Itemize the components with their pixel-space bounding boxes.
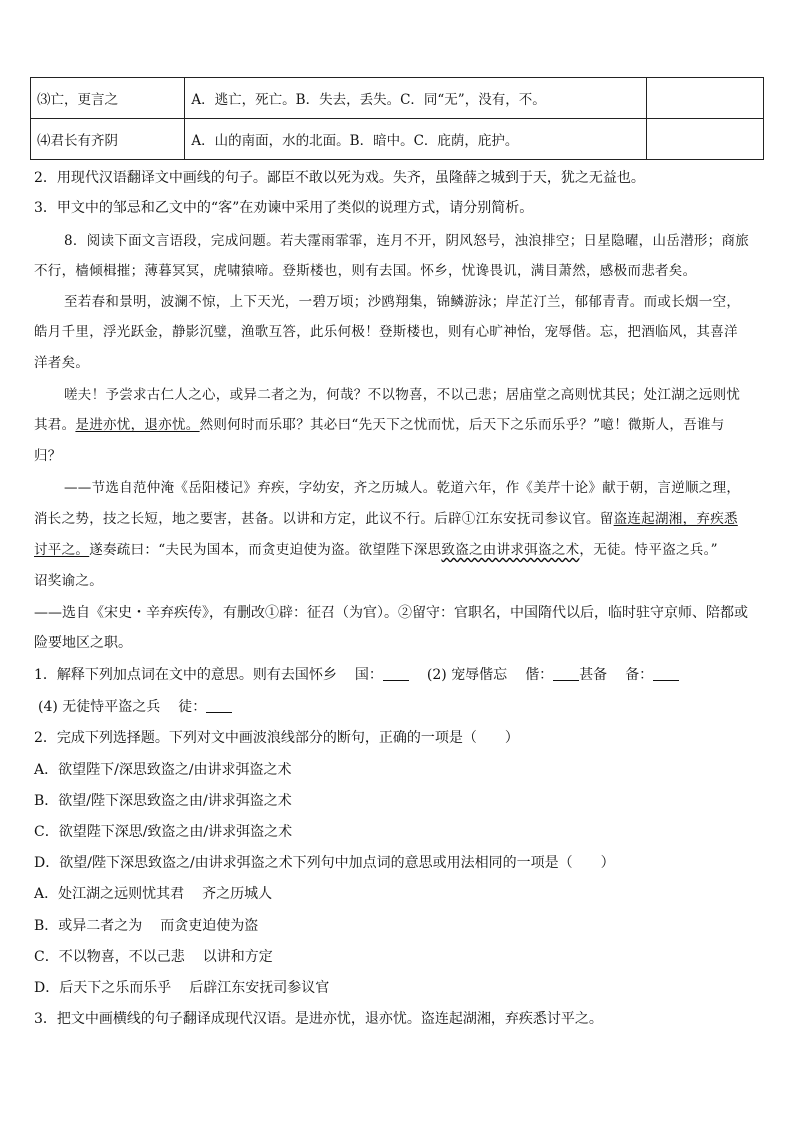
passage-text: ，无徒。恃平盗之兵。” xyxy=(579,542,718,558)
passage-line: 洋者矣。 xyxy=(34,355,90,371)
question-translate-2: 3．把文中画横线的句子翻译成现代汉语。是进亦忧，退亦忧。盗连起湖湘，弃疾悉讨平之。 xyxy=(34,1011,603,1027)
wavy-underlined-phrase: 致盗之由讲求弭盗之术 xyxy=(441,542,580,558)
passage-text: 然则何时而乐耶？其必曰“先天下之忧而忧，后天下之乐而乐乎？”噫！微斯人，吾谁与 xyxy=(199,417,725,433)
option-text-b: 而贪吏迫使为盗 xyxy=(160,918,259,934)
passage-line: 8．阅读下面文言语段，完成问题。若夫霪雨霏霏，连月不开，阴风怒号，浊浪排空；日星隐曜，山岳潜形；商旅 xyxy=(64,233,750,249)
question-explain xyxy=(34,665,679,685)
answer-blank[interactable] xyxy=(383,666,409,681)
answer-blank[interactable] xyxy=(653,666,679,681)
option-text-b: 以讲和方定 xyxy=(202,949,273,965)
passage-line: 归？ xyxy=(34,448,62,464)
choice-option[interactable]: A．欲望陛下/深思致盗之/由讲求弭盗之术 xyxy=(34,762,292,778)
question-item: 徒： xyxy=(178,699,207,715)
passage-line xyxy=(34,415,725,435)
choice-option[interactable] xyxy=(34,947,273,967)
choice-option[interactable]: C．欲望陛下深思/致盗之由/讲求弭盗之术 xyxy=(34,824,293,840)
question-item: 甚备 xyxy=(579,667,608,683)
option-text-a: B．或异二者之为 xyxy=(34,918,143,934)
passage-line: 至若春和景明，波澜不惊，上下天光，一碧万顷；沙鸥翔集，锦鳞游泳；岸芷汀兰，郁郁青青。而或长烟一空， xyxy=(64,294,741,310)
passage-text: 其君。 xyxy=(34,417,76,433)
choice-option[interactable] xyxy=(34,916,258,936)
passage-line: ——节选自范仲淹《岳阳楼记》弃疾，字幼安，齐之历城人。乾道六年，作《美芹十论》献于朝，言逆顺之理， xyxy=(64,480,741,496)
table-cell-meaning: A．山的南面，水的北面。B．暗中。C．庇荫，庇护。 xyxy=(185,119,646,160)
option-text-a: A．处江湖之远则忧其君 xyxy=(34,886,185,902)
passage-text: 消长之势，技之长短，地之要害，甚备。以讲和方定，此议不行。后辟①江东安抚司参议官。留 xyxy=(34,511,614,527)
vocabulary-table xyxy=(30,77,764,160)
table-row xyxy=(31,78,764,119)
question-explain-cont xyxy=(38,697,232,717)
question-item: (2) 宠辱偕忘 xyxy=(426,667,508,683)
passage-line: 诏奖谕之。 xyxy=(34,573,103,589)
table-row xyxy=(31,119,764,160)
passage-line: 皓月千里，浮光跃金，静影沉璧，渔歌互答，此乐何极！登斯楼也，则有心旷神怡，宠辱偕。忘，把酒临风，其喜洋 xyxy=(34,324,738,340)
underlined-sentence: 盗连起湖湘，弃疾悉 xyxy=(613,511,738,527)
passage-text: 遂奏疏曰：“夫民为国本，而贪吏迫使为盗。欲望陛下深思 xyxy=(89,542,442,558)
question-item: (4) 无徒恃平盗之兵 xyxy=(38,699,161,715)
question-label: 1．解释下列加点词在文中的意思。则有去国怀乡 xyxy=(34,667,337,683)
source-note: ——选自《宋史・辛弃疾传》，有删改①辟：征召（为官）。②留守：官职名，中国隋代以后，临时驻守京师、陪都或 xyxy=(34,605,748,621)
table-cell-meaning: A．逃亡，死亡。B．失去，丢失。C．同“无”，没有，不。 xyxy=(185,78,646,119)
underlined-sentence: 是进亦忧，退亦忧。 xyxy=(75,417,200,433)
choice-option[interactable]: D．欲望/陛下深思致盗之/由讲求弭盗之术下列句中加点词的意思或用法相同的一项是（ ） xyxy=(34,855,615,871)
question-item: 偕： xyxy=(525,667,554,683)
passage-line xyxy=(34,509,738,529)
passage-line: 不行，樯倾楫摧；薄暮冥冥，虎啸猿啼。登斯楼也，则有去国。怀乡，忧谗畏讥，满目萧然，感极而悲者矣。 xyxy=(34,263,697,279)
question-compare: 3．甲文中的邹忌和乙文中的“客”在劝谏中采用了类似的说理方式，请分别简析。 xyxy=(34,200,534,216)
table-cell-answer[interactable] xyxy=(646,78,763,119)
passage-line: 嗟夫！予尝求古仁人之心，或异二者之为，何哉？不以物喜，不以己悲；居庙堂之高则忧其民；处江湖之远则忧 xyxy=(64,387,741,403)
option-text-b: 齐之历城人 xyxy=(202,886,273,902)
question-choice: 2．完成下列选择题。下列对文中画波浪线部分的断句，正确的一项是（ ） xyxy=(34,730,519,746)
choice-option[interactable] xyxy=(34,978,329,998)
choice-option[interactable]: B．欲望/陛下深思致盗之由/讲求弭盗之术 xyxy=(34,793,292,809)
option-text-b: 后辟江东安抚司参议官 xyxy=(189,980,330,996)
table-cell-answer[interactable] xyxy=(646,119,763,160)
passage-line xyxy=(34,540,718,560)
answer-blank[interactable] xyxy=(553,666,579,681)
choice-option[interactable] xyxy=(34,884,272,904)
question-item: 备： xyxy=(625,667,654,683)
question-translate: 2．用现代汉语翻译文中画线的句子。鄙臣不敢以死为戏。失齐，虽隆薛之城到于天，犹之无益也。 xyxy=(34,170,645,186)
underlined-sentence: 讨平之。 xyxy=(34,542,90,558)
table-cell-word: ⑷君长有齐阴 xyxy=(31,119,185,160)
table-cell-word: ⑶亡，更言之 xyxy=(31,78,185,119)
option-text-a: C．不以物喜，不以己悲 xyxy=(34,949,185,965)
answer-blank[interactable] xyxy=(206,698,232,713)
question-item: 国： xyxy=(354,667,383,683)
option-text-a: D．后天下之乐而乐乎 xyxy=(34,980,172,996)
source-note: 险要地区之职。 xyxy=(34,635,132,651)
